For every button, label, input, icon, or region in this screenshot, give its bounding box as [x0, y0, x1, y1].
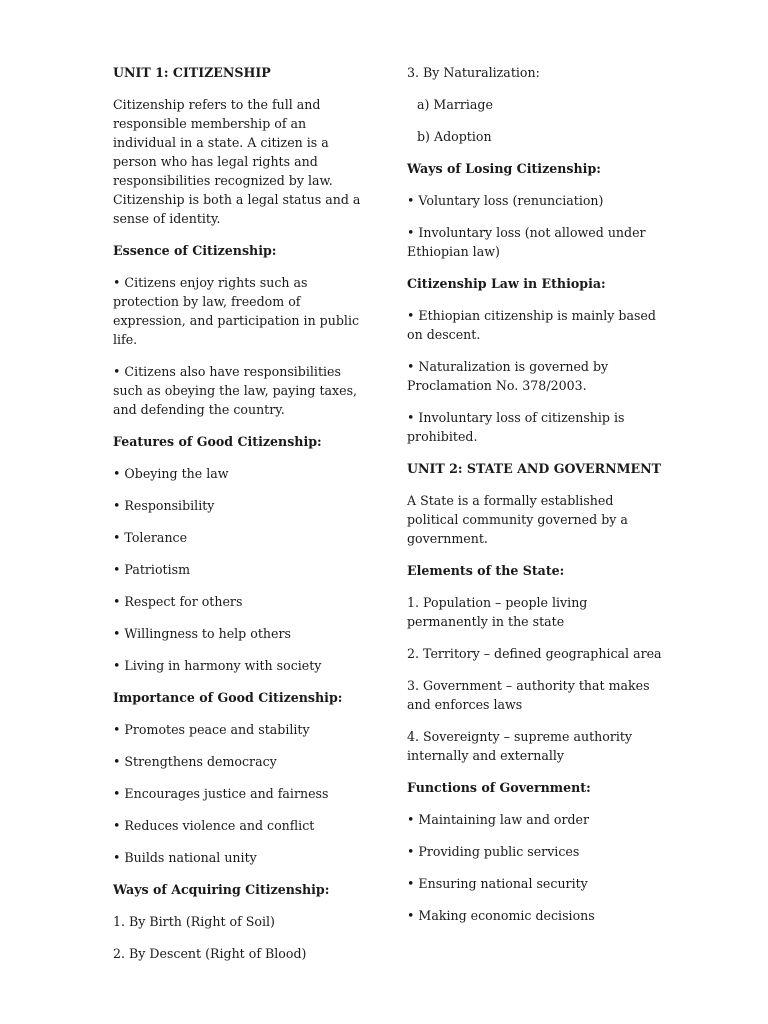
paragraph: 3. By Naturalization: — [407, 65, 540, 80]
paragraph: • Patriotism — [113, 562, 191, 577]
section-heading: Elements of the State: — [407, 563, 565, 578]
section-heading: Features of Good Citizenship: — [113, 434, 322, 449]
section-heading: Functions of Government: — [407, 780, 591, 795]
paragraph: • Tolerance — [113, 530, 188, 545]
right-column — [407, 63, 667, 938]
paragraph: • Reduces violence and conflict — [113, 818, 315, 833]
section-heading: Essence of Citizenship: — [113, 243, 277, 258]
paragraph: • Involuntary loss of citizenship is prohibited. — [407, 410, 625, 444]
paragraph: 1. By Birth (Right of Soil) — [113, 914, 275, 929]
sub-list-item: a) Marriage — [417, 97, 493, 112]
paragraph: • Citizens enjoy rights such as protection by law, freedom of expression, and participation in public life. — [113, 275, 360, 347]
paragraph: Citizenship refers to the full and responsible membership of an individual in a state. A citizen is a person who has legal rights and responsibilities recognized by law. Citizenship is both a legal status and a sense of identity. — [113, 97, 361, 226]
section-heading: UNIT 2: STATE AND GOVERNMENT — [407, 461, 662, 476]
paragraph: • Ensuring national security — [407, 876, 588, 891]
section-heading: Importance of Good Citizenship: — [113, 690, 343, 705]
paragraph: • Strengthens democracy — [113, 754, 277, 769]
paragraph: 2. Territory – defined geographical area — [407, 646, 662, 661]
paragraph: 4. Sovereignty – supreme authority internally and externally — [407, 729, 633, 763]
section-heading: Citizenship Law in Ethiopia: — [407, 276, 606, 291]
paragraph: • Willingness to help others — [113, 626, 291, 641]
paragraph: • Encourages justice and fairness — [113, 786, 329, 801]
paragraph: • Voluntary loss (renunciation) — [407, 193, 604, 208]
paragraph: • Providing public services — [407, 844, 580, 859]
paragraph: • Naturalization is governed by Proclamation No. 378/2003. — [407, 359, 609, 393]
paragraph: • Obeying the law — [113, 466, 229, 481]
paragraph: 2. By Descent (Right of Blood) — [113, 946, 307, 961]
paragraph: • Citizens also have responsibilities such as obeying the law, paying taxes, and defending the country. — [113, 364, 358, 417]
left-column — [113, 63, 363, 976]
section-heading: UNIT 1: CITIZENSHIP — [113, 65, 271, 80]
section-heading: Ways of Losing Citizenship: — [407, 161, 601, 176]
paragraph: • Living in harmony with society — [113, 658, 322, 673]
sub-list-item: b) Adoption — [417, 129, 492, 144]
paragraph: • Builds national unity — [113, 850, 257, 865]
paragraph: 3. Government – authority that makes and enforces laws — [407, 678, 650, 712]
paragraph: • Maintaining law and order — [407, 812, 590, 827]
paragraph: • Responsibility — [113, 498, 215, 513]
paragraph: • Promotes peace and stability — [113, 722, 310, 737]
paragraph: • Making economic decisions — [407, 908, 595, 923]
paragraph: 1. Population – people living permanently in the state — [407, 595, 588, 629]
paragraph: • Involuntary loss (not allowed under Ethiopian law) — [407, 225, 646, 259]
paragraph: • Ethiopian citizenship is mainly based on descent. — [407, 308, 656, 342]
paragraph: • Respect for others — [113, 594, 243, 609]
paragraph: A State is a formally established political community governed by a government. — [407, 493, 628, 546]
section-heading: Ways of Acquiring Citizenship: — [113, 882, 330, 897]
